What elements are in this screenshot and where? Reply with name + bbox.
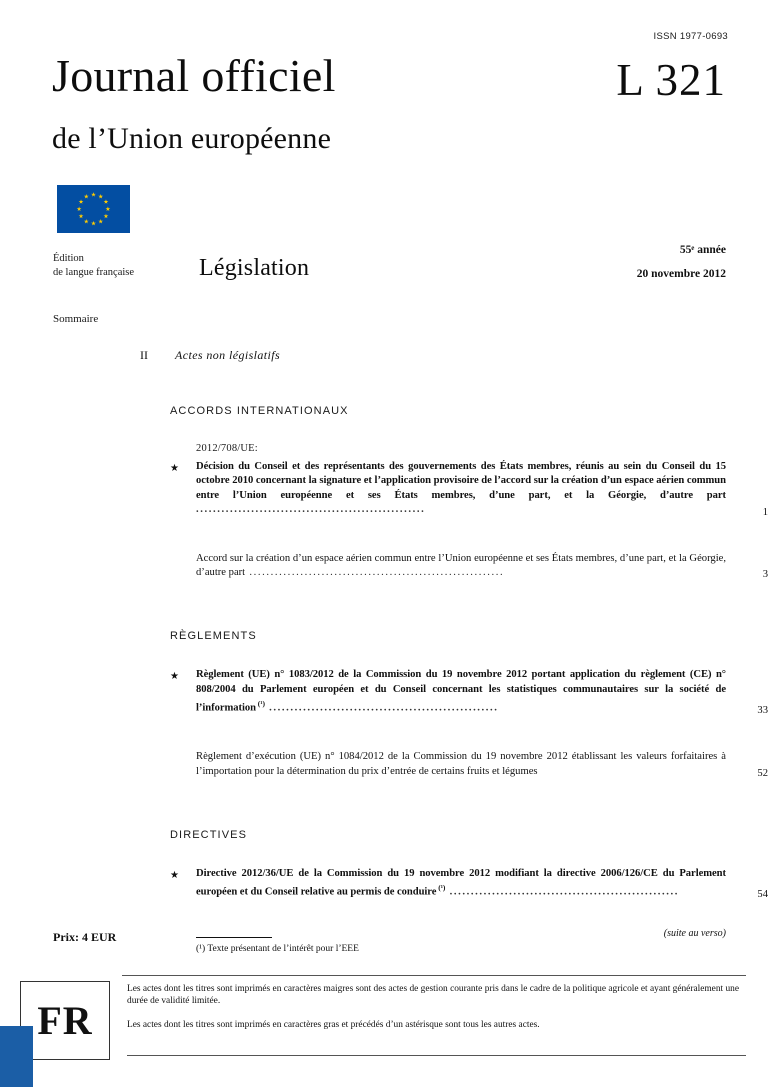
entry-text: Décision du Conseil et des représentants des gouvernements des États membres, réunis au sein du Conseil du 15 octobre 2010 concernant la signature et l’application provisoire de l’accord sur la création d’un espace aérien commun entre l’Union européenne et ses États membres, d’une part, et la Géorgie, d’autre part [196,461,726,501]
publication-title: Journal officiel [52,50,336,101]
star-bullet-icon: ★ [170,671,179,683]
entry-text: Accord sur la création d’un espace aérien commun entre l’Union européenne et ses États membres, d’une part, et la Géorgie, d’autre part [196,552,726,579]
continued-note: (suite au verso) [663,928,726,939]
contents-entry[interactable] [170,750,768,779]
language-code-box [20,981,110,1060]
contents-entry[interactable] [170,460,768,518]
entry-page-number: 33 [757,705,768,717]
contents-entry[interactable] [170,867,768,900]
notice-paragraph-1: Les actes dont les titres sont imprimés en caractères maigres sont des actes de gestion courante pris dans le cadre de la politique agricole et ayant généralement une durée de validité limitée. [127,984,740,1007]
spacer [170,522,768,552]
blue-accent-bar [0,1026,33,1087]
part-label: Actes non législatifs [175,348,281,362]
volume-year: 55ᵉ année [679,244,726,256]
table-of-contents [0,348,768,950]
notice-paragraph-2: Les actes dont les titres sont imprimés en caractères gras et précédés d’un astérisque sont tous les autres actes. [127,1019,540,1030]
issn-label: ISSN 1977-0693 [653,31,728,42]
section-title: Législation [199,255,310,281]
entry-title [196,668,734,716]
publication-subtitle: de l’Union européenne [52,122,332,155]
eea-footnote-marker: (¹) [436,883,446,893]
dot-leader: ...................................................... [264,702,499,714]
eu-flag-icon [57,185,130,233]
contents-label: Sommaire [53,313,99,325]
section-heading: DIRECTIVES [170,829,248,841]
contents-section [0,630,768,829]
price-label: Prix: 4 EUR [53,930,117,944]
entry-page-number: 54 [757,889,768,901]
contents-entry[interactable] [170,552,768,581]
dot-leader: ...................................................... [445,886,680,898]
language-code: FR [37,997,93,1043]
entry-page-number: 1 [762,506,768,518]
section-heading: ACCORDS INTERNATIONAUX [170,405,349,417]
edition-line-1: Édition [53,253,84,264]
entry-page-number: 3 [762,569,768,581]
edition-line-2: de langue française [53,267,135,279]
issue-date: 20 novembre 2012 [636,268,726,280]
notice-rule-bottom [127,1055,746,1056]
notice-rule-top [122,975,746,976]
part-number: II [140,348,148,362]
star-bullet-icon: ★ [170,463,179,474]
entry-title [170,750,734,779]
entry-title [196,460,734,518]
spacer [170,584,768,630]
edition-block [53,252,134,280]
eea-footnote-marker: (¹) [255,699,265,709]
spacer [170,783,768,829]
entry-text: Règlement d’exécution (UE) n° 1084/2012 de la Commission du 19 novembre 2012 établissant les valeurs forfaitaires à l’importation pour la détermination du prix d’entrée de certains fruits et légumes [196,751,726,777]
contents-section [0,405,768,630]
entry-page-number: 52 [757,768,768,779]
document-code: 2012/708/UE: [196,443,258,454]
star-bullet-icon: ★ [170,870,179,881]
entry-text: Règlement (UE) n° 1083/2012 de la Commission du 19 novembre 2012 portant application du règlement (CE) n° 808/2004 du Parlement européen et du Conseil concernant les statistiques communautaires sur la société de l’information [196,669,726,714]
entry-text: Directive 2012/36/UE de la Commission du 19 novembre 2012 modifiant la directive 2006/126/CE du Parlement européen et du Conseil relative au permis de conduire [196,868,726,898]
contents-part [0,348,768,363]
footnote-rule [196,937,272,938]
spacer [170,720,768,750]
section-heading: RÈGLEMENTS [170,630,257,643]
dot-leader: ............................................................ [245,567,505,579]
dot-leader: ...................................................... [196,504,426,516]
contents-entry[interactable] [170,668,768,716]
entry-title [196,867,734,900]
entry-title [170,552,734,581]
notice-block [127,983,745,1042]
footnote-text: (¹) Texte présentant de l’intérêt pour l’EEE [196,944,359,954]
issue-code: L 321 [616,55,726,105]
